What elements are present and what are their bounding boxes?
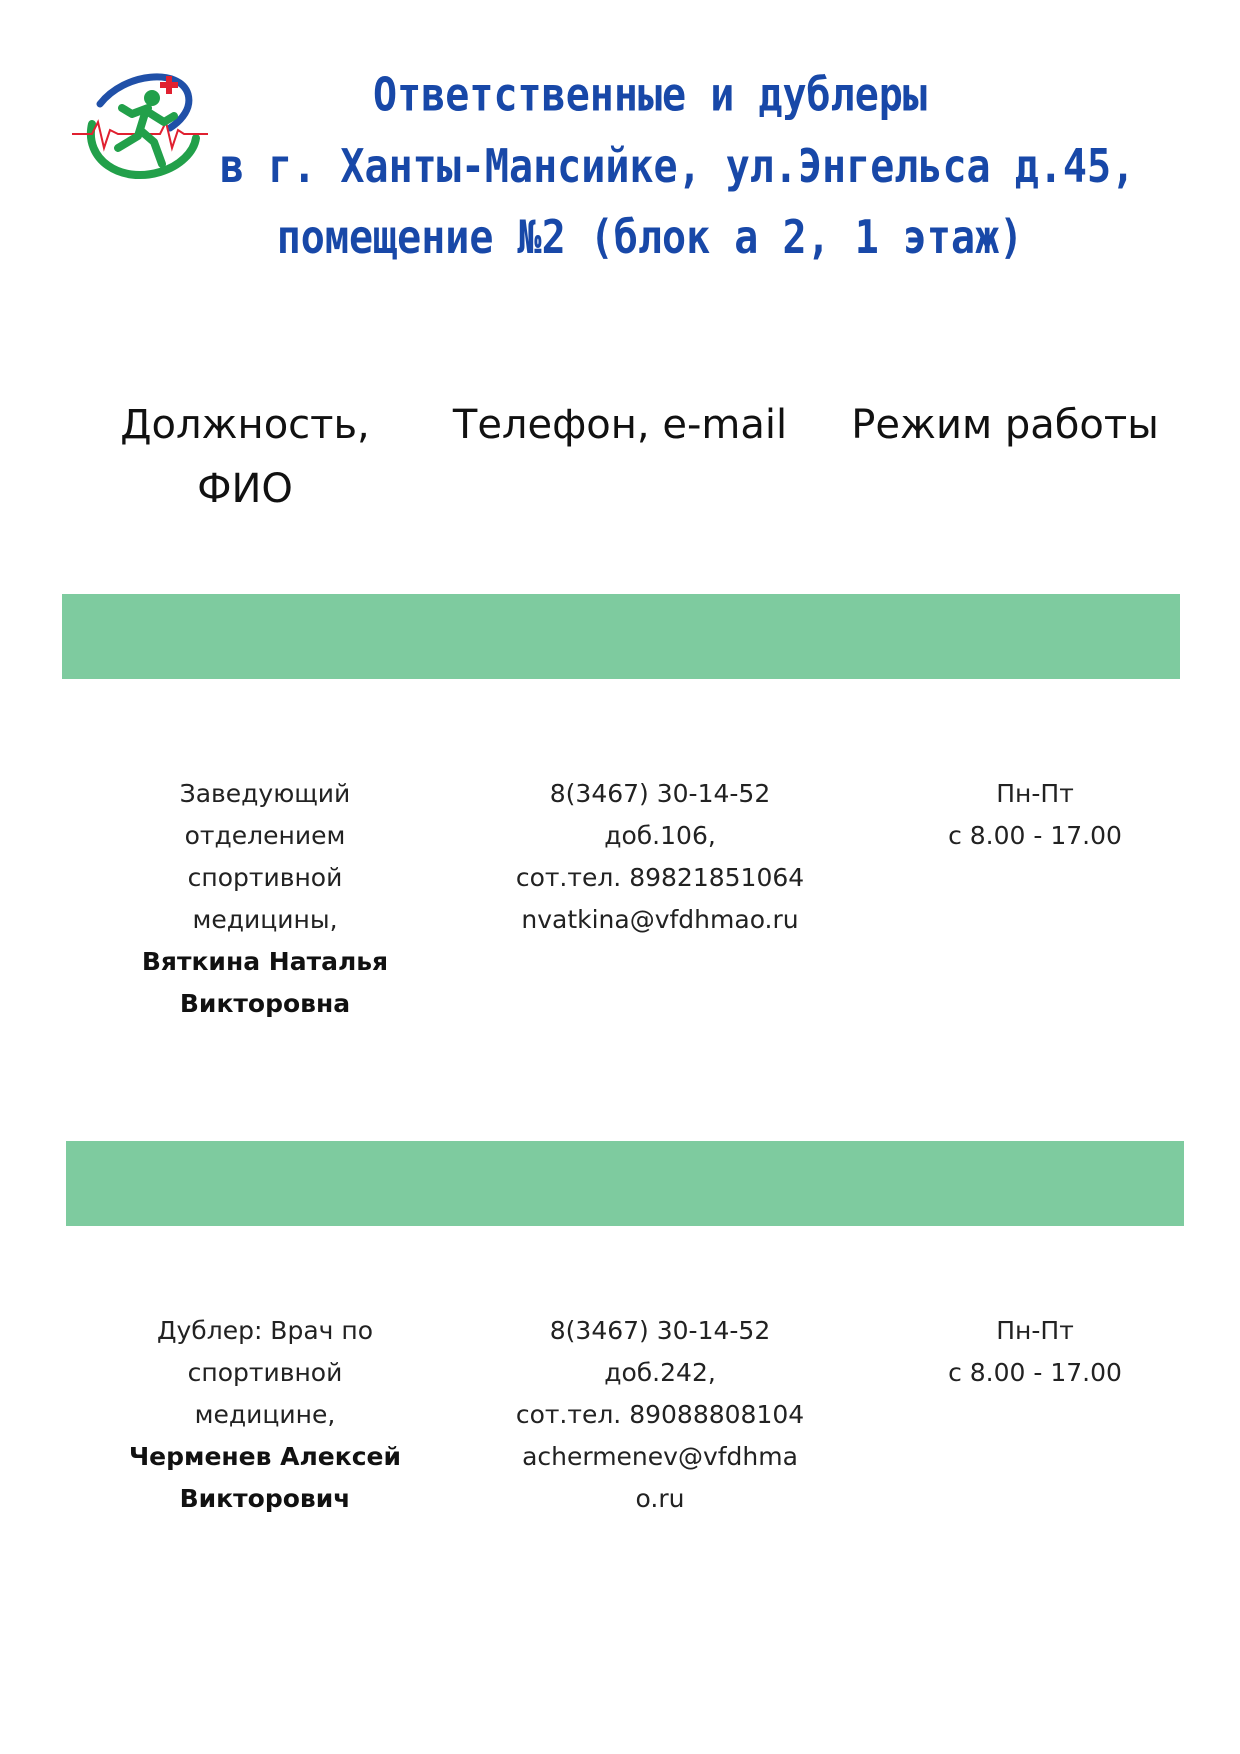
position-line: спортивной — [187, 1358, 343, 1387]
position-line: отделением — [184, 821, 346, 850]
row1-contact-cell — [470, 773, 850, 941]
runner-logo-icon — [70, 64, 210, 194]
section-divider — [66, 1141, 1184, 1226]
header-phone: Телефон, e-mail — [452, 402, 788, 448]
page-title — [220, 60, 1136, 274]
email-text: nvatkina@vfdhmao.ru — [521, 905, 799, 934]
contact-line: 8(3467) 30-14-52 — [549, 1316, 771, 1345]
row1-position-cell — [120, 773, 410, 1025]
hours-line: с 8.00 - 17.00 — [948, 821, 1122, 850]
contact-line: сот.тел. 89821851064 — [515, 863, 805, 892]
row2-contact-cell — [470, 1310, 850, 1520]
position-line: медицине, — [194, 1400, 336, 1429]
email-text: achermenev@vfdhma — [522, 1442, 798, 1471]
row2-hours-cell — [890, 1310, 1180, 1394]
position-line: медицины, — [192, 905, 338, 934]
person-name: Викторовна — [179, 989, 351, 1018]
contact-line: доб.242, — [604, 1358, 716, 1387]
contact-line: доб.106, — [604, 821, 716, 850]
contact-line: сот.тел. 89088808104 — [515, 1400, 805, 1429]
contact-line: 8(3467) 30-14-52 — [549, 779, 771, 808]
hours-line: с 8.00 - 17.00 — [948, 1358, 1122, 1387]
section-divider — [62, 594, 1180, 679]
position-line: Дублер: Врач по — [156, 1316, 374, 1345]
person-name: Викторович — [179, 1484, 351, 1513]
row2-position-cell — [120, 1310, 410, 1520]
email-text: o.ru — [635, 1484, 685, 1513]
person-name: Черменев Алексей — [128, 1442, 402, 1471]
header-position-line: ФИО — [197, 466, 293, 512]
position-line: Заведующий — [179, 779, 351, 808]
person-name: Вяткина Наталья — [141, 947, 389, 976]
hours-line: Пн-Пт — [996, 1316, 1074, 1345]
title-line: Ответственные и дублеры — [373, 69, 927, 123]
hours-line: Пн-Пт — [996, 779, 1074, 808]
title-line: в г. Ханты-Мансийке, ул.Энгельса д.45, — [220, 140, 1136, 194]
title-line: помещение №2 (блок а 2, 1 этаж) — [276, 211, 1024, 265]
header-position — [100, 393, 390, 521]
row1-hours-cell — [890, 773, 1180, 857]
position-line: спортивной — [187, 863, 343, 892]
header-position-line: Должность, — [120, 402, 370, 448]
header-hours: Режим работы — [851, 402, 1159, 448]
